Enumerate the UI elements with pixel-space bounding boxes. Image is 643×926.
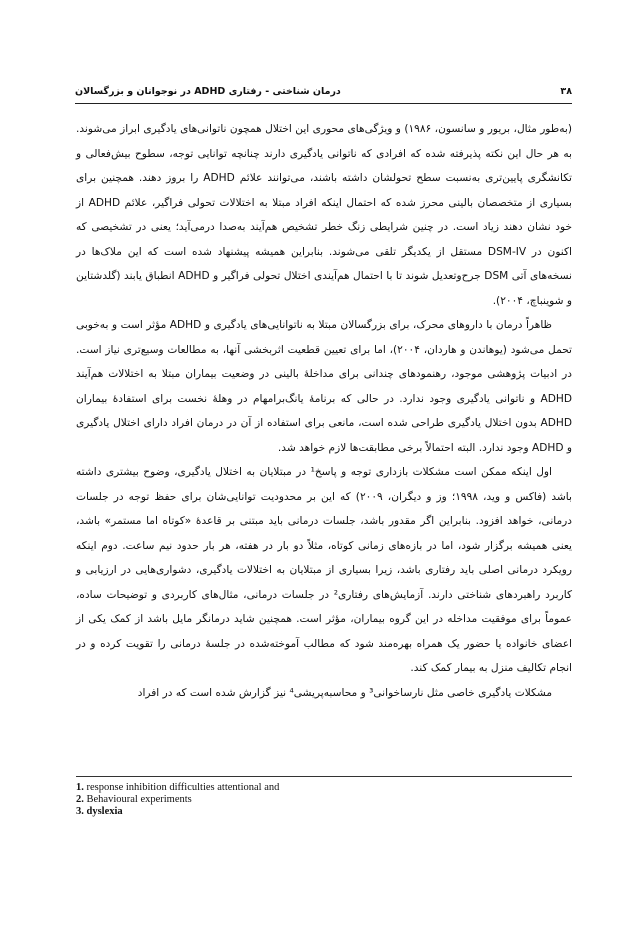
- page-number: ۳۸: [560, 86, 572, 97]
- footnote-number: 3.: [76, 806, 84, 817]
- paragraph-2: ظاهراً درمان با داروهای محرک، برای بزرگسالان مبتلا به ناتوانایی‌های یادگیری و ADHD مؤثر است و به‌خوبی تحمل می‌شود (یوهاندن و هاردان، ۲۰۰۴)، اما برای تعیین قطعیت اثربخشی آنها، به مطالعات وسیع‌تری نیاز است. در ادبیات پژوهشی موجود، رهنمودهای چندانی برای مداخلهٔ بالینی در وضعیت بیماران مبتلا به اختلالات هم‌آیند ADHD و ناتوانی یادگیری وجود ندارد. در حالی که برنامهٔ یانگ‌برامهام در وهلهٔ نخست برای استفادهٔ بیماران ADHD بدون اختلال یادگیری طراحی شده است، مانعی برای استفاده از آن در درمان افراد دارای اختلال یادگیری و ADHD وجود ندارد. البته احتمالاً برخی مطابقت‌ها لازم خواهد شد.: [76, 319, 572, 454]
- footnote-3: [76, 806, 572, 818]
- footnote-text: dyslexia: [86, 806, 123, 817]
- footnotes: [76, 782, 572, 818]
- footnote-2: [76, 794, 572, 806]
- paragraph-3: اول اینکه ممکن است مشکلات بازداری توجه و پاسخ¹ در مبتلایان به اختلال یادگیری، وضوح بیشتری داشته باشد (فاکس و وید، ۱۹۹۸؛ وز و دیگران، ۲۰۰۹) که این بر محدودیت توانایی‌شان برای حفظ توجه در جلسات درمانی، خواهد افزود. بنابراین اگر مقدور باشد، جلسات درمانی باید مبتنی بر قاعدهٔ «کوتاه اما مستمر» باشد، یعنی همیشه برگزار شود، اما در بازه‌های زمانی کوتاه، مثلاً دو بار در هفته، هر بار حدود نیم ساعت. دوم اینکه رویکرد درمانی اصلی باید رفتاری باشد، زیرا بسیاری از مبتلایان به اختلالات یادگیری، دشواری‌هایی در ارزیابی و کاربرد راهبردهای شناختی دارند. آزمایش‌های رفتاری² در جلسات درمانی، مثال‌های کاربردی و توضیحات ساده، عموماً برای موفقیت مداخله در این گروه بیماران، مؤثر است. همچنین شاید درمانگر مایل باشد از کمک یکی از اعضای خانواده یا حضور یک همراه بهره‌مند شود که مطالب آموخته‌شده در جلسهٔ درمانی را تقویت کرده و در انجام تکالیف منزل به بیمار کمک کند.: [76, 466, 572, 674]
- paragraph-1: (به‌طور مثال، بریور و سانسون، ۱۹۸۶) و ویژگی‌های محوری این اختلال همچون ناتوانی‌های یادگیری ابراز می‌شوند. به هر حال این نکته پذیرفته شده که افرادی که ناتوانی یادگیری دارند چنانچه توانایی توجه، سطوح بیش‌فعالی و تکانشگری پایین‌تری به‌نسبت سطح تحولشان داشته باشند، می‌توانند علائم ADHD را بروز دهند. همچنین برای بسیاری از متخصصان بالینی محرز شده که احتمال اینکه افراد مبتلا به اختلالات تحولی فراگیر، علائم ADHD از خود نشان دهند زیاد است. در چنین شرایطی زنگ خطر تشخیص هم‌آیند به‌صدا درمی‌آید؛ یعنی در تشخیصی که اکنون در DSM-IV مستقل از یکدیگر تلقی می‌شوند. بنابراین همیشه پیشنهاد شده است که این ملاک‌ها در نسخه‌های آتی DSM جرح‌وتعدیل شوند تا با احتمال هم‌آیندی اختلال تحولی فراگیر و ADHD انطباق یابند (گلدشتاین و شوینباچ، ۲۰۰۴).: [76, 123, 572, 307]
- footnote-divider: [76, 776, 572, 777]
- running-header: [75, 86, 572, 97]
- running-title: درمان شناختی - رفتاری ADHD در نوجوانان و بزرگسالان: [75, 86, 341, 97]
- body-text: [76, 117, 572, 705]
- paragraph-4: مشکلات یادگیری خاصی مثل نارساخوانی³ و محاسبه‌پریشی⁴ نیز گزارش شده است که در افراد: [137, 686, 552, 699]
- footnote-number: 2.: [76, 794, 84, 805]
- header-divider: [75, 103, 572, 104]
- footnote-text: Behavioural experiments: [86, 794, 192, 805]
- footnote-number: 1.: [76, 782, 84, 793]
- footnote-1: [76, 782, 572, 794]
- footnote-text: response inhibition difficulties attentional and: [86, 782, 280, 793]
